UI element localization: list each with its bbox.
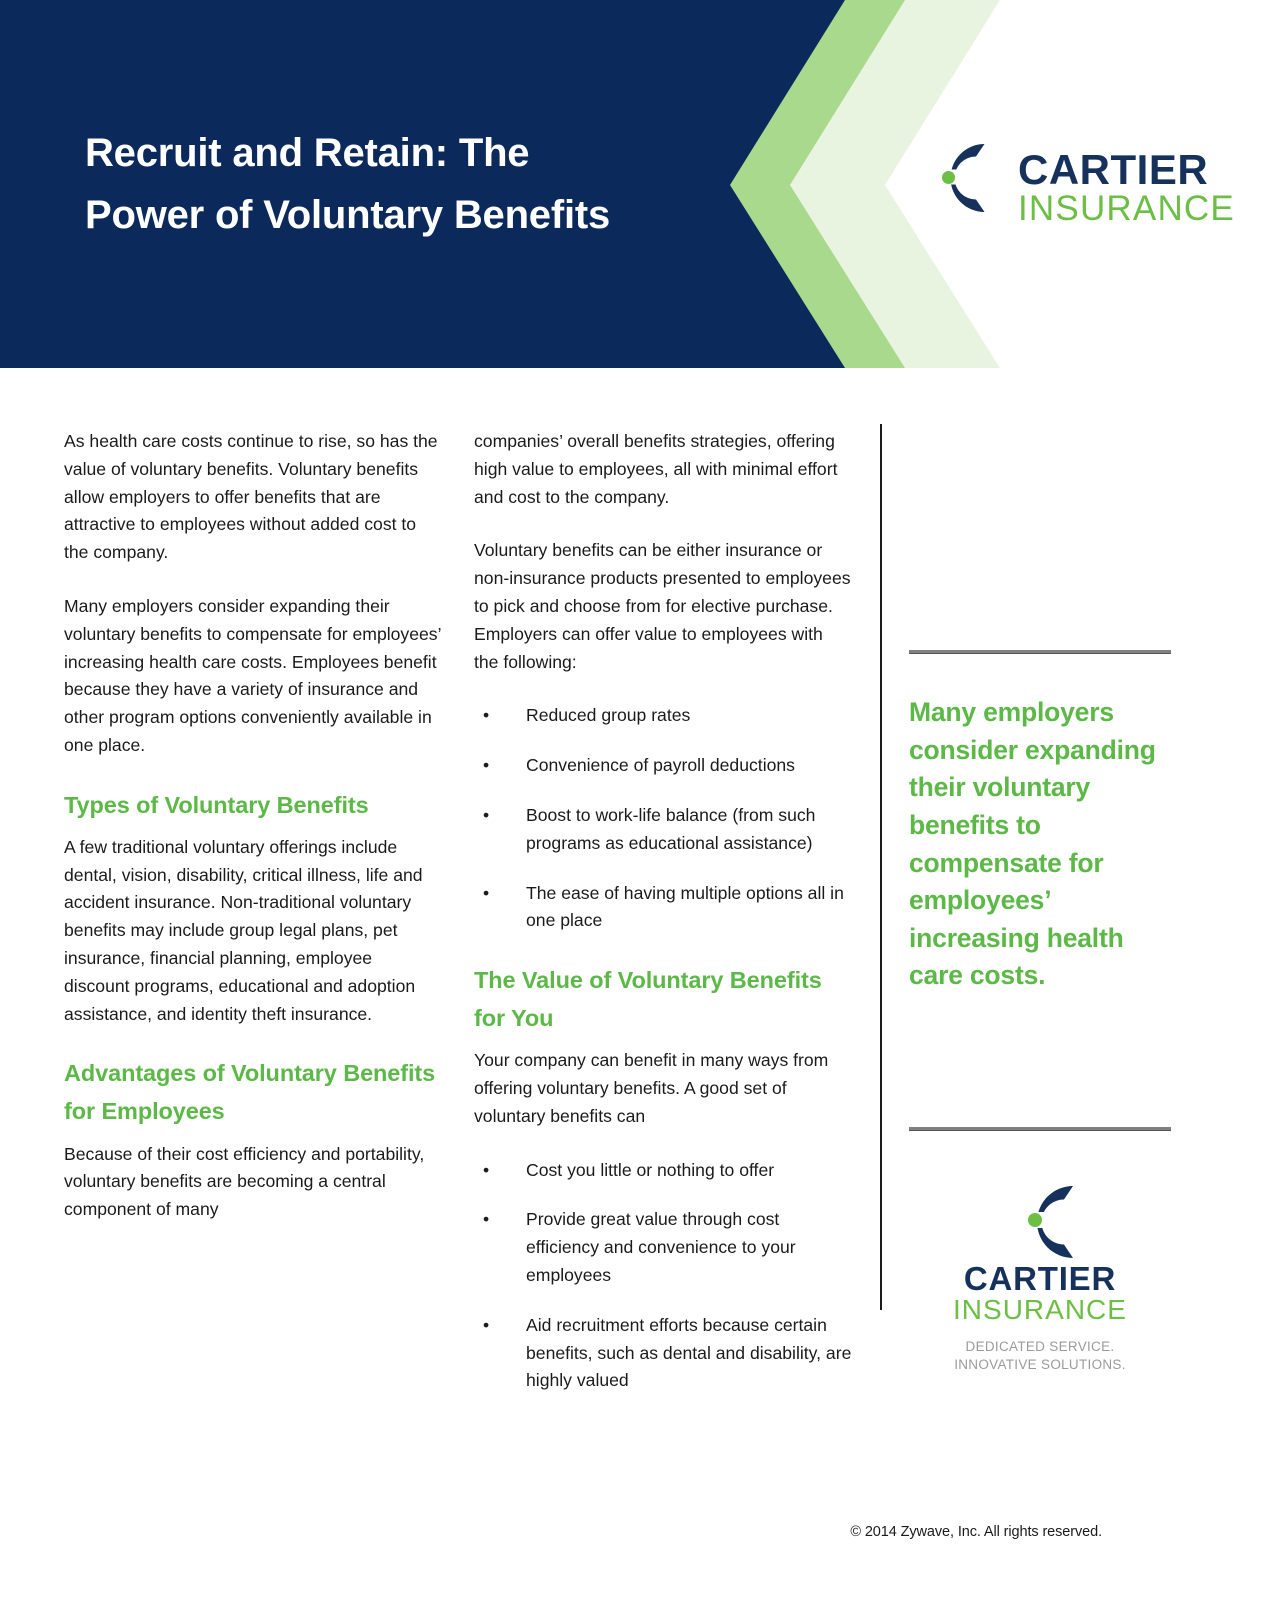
middle-paragraph-1: companies’ overall benefits strategies, offering high value to employees, all with minimal effort and cost to the company. [474,431,838,507]
sidebar-pullquote: Many employers consider expanding their voluntary benefits to compensate for employees’ increasing health care costs. [909,697,1156,991]
middle-section-heading-1: The Value of Voluntary Benefits for You [474,967,822,1032]
list-item [474,702,852,730]
logo-wordmark-insurance: INSURANCE [1018,189,1235,228]
left-paragraph-1: As health care costs continue to rise, so has the value of voluntary benefits. Voluntary benefits allow employers to offer benefits that are attractive to employees without added cost to the company. [64,431,438,563]
bullet-dot-icon: • [483,705,490,726]
list-item-label: Cost you little or nothing to offer [526,1159,775,1180]
cartier-insurance-logo-sidebar [925,1164,1155,1324]
middle-paragraph-3: Your company can benefit in many ways from offering voluntary benefits. A good set of voluntary benefits can [474,1050,829,1126]
list-item-label: Aid recruitment efforts because certain benefits, such as dental and disability, are highly valued [526,1314,852,1391]
list-item [474,1312,852,1395]
footer-copyright: © 2014 Zywave, Inc. All rights reserved. [850,1524,1102,1540]
logo-wordmark-cartier: CARTIER [963,1260,1117,1297]
list-item-label: The ease of having multiple options all in one place [526,882,844,931]
middle-paragraph-2: Voluntary benefits can be either insurance or non-insurance products presented to employees to pick and choose from for elective purchase. Employers can offer value to employees with the following: [474,540,851,672]
cartier-insurance-logo-header [918,128,1238,228]
middle-bullet-list-2 [474,1157,852,1396]
sidebar-rule-bottom [909,1127,1171,1131]
page-header [0,0,1272,368]
list-item [474,752,852,780]
list-item [474,880,852,936]
tagline-line-2: INNOVATIVE SOLUTIONS. [954,1356,1126,1372]
logo-wordmark-insurance: INSURANCE [953,1294,1127,1324]
bullet-dot-icon: • [483,882,490,903]
bullet-dot-icon: • [483,1314,490,1335]
left-paragraph-3: A few traditional voluntary offerings include dental, vision, disability, critical illness, life and accident insurance. Non-traditional voluntary benefits may include group legal plans, pet insurance, financial planning, employee discount programs, educational and adoption assistance, and identity theft insurance. [64,836,423,1024]
list-item-label: Provide great value through cost efficiency and convenience to your employees [526,1209,796,1286]
left-paragraph-2: Many employers consider expanding their voluntary benefits to compensate for employees’ increasing health care costs. Employees benefit because they have a variety of insurance and other program options conveniently available in one place. [64,595,441,755]
bullet-dot-icon: • [483,755,490,776]
logo-wordmark-cartier: CARTIER [1018,146,1209,193]
logo-dot-icon [1028,1213,1042,1227]
tagline-line-1: DEDICATED SERVICE. [965,1339,1115,1354]
bullet-dot-icon: • [483,804,490,825]
sidebar-logo-tagline [909,1338,1171,1374]
bullet-dot-icon: • [483,1159,490,1180]
list-item-label: Boost to work-life balance (from such programs as educational assistance) [526,804,816,853]
bullet-dot-icon: • [483,1209,490,1230]
middle-bullet-list-1 [474,702,852,935]
page-title-line-1: Recruit and Retain: The [85,131,530,175]
body-column-left [64,428,442,1250]
body-column-middle [474,428,852,1421]
list-item [474,1206,852,1289]
sidebar-logo-block [909,1164,1171,1374]
list-item-label: Reduced group rates [526,705,691,726]
list-item-label: Convenience of payroll deductions [526,755,795,776]
cartier-c-mark-icon [942,144,985,212]
page-title [85,122,775,246]
left-section-heading-2: Advantages of Voluntary Benefits for Employees [64,1060,436,1125]
page-title-line-2: Power of Voluntary Benefits [85,193,611,237]
column-divider-rule [880,424,882,1310]
list-item [474,1157,852,1185]
logo-dot-icon [942,171,955,184]
left-section-heading-1: Types of Voluntary Benefits [64,791,369,818]
left-paragraph-4: Because of their cost efficiency and portability, voluntary benefits are becoming a central component of many [64,1143,425,1220]
sidebar-rule-top [909,650,1171,654]
list-item [474,802,852,858]
cartier-c-mark-icon [1028,1186,1073,1258]
